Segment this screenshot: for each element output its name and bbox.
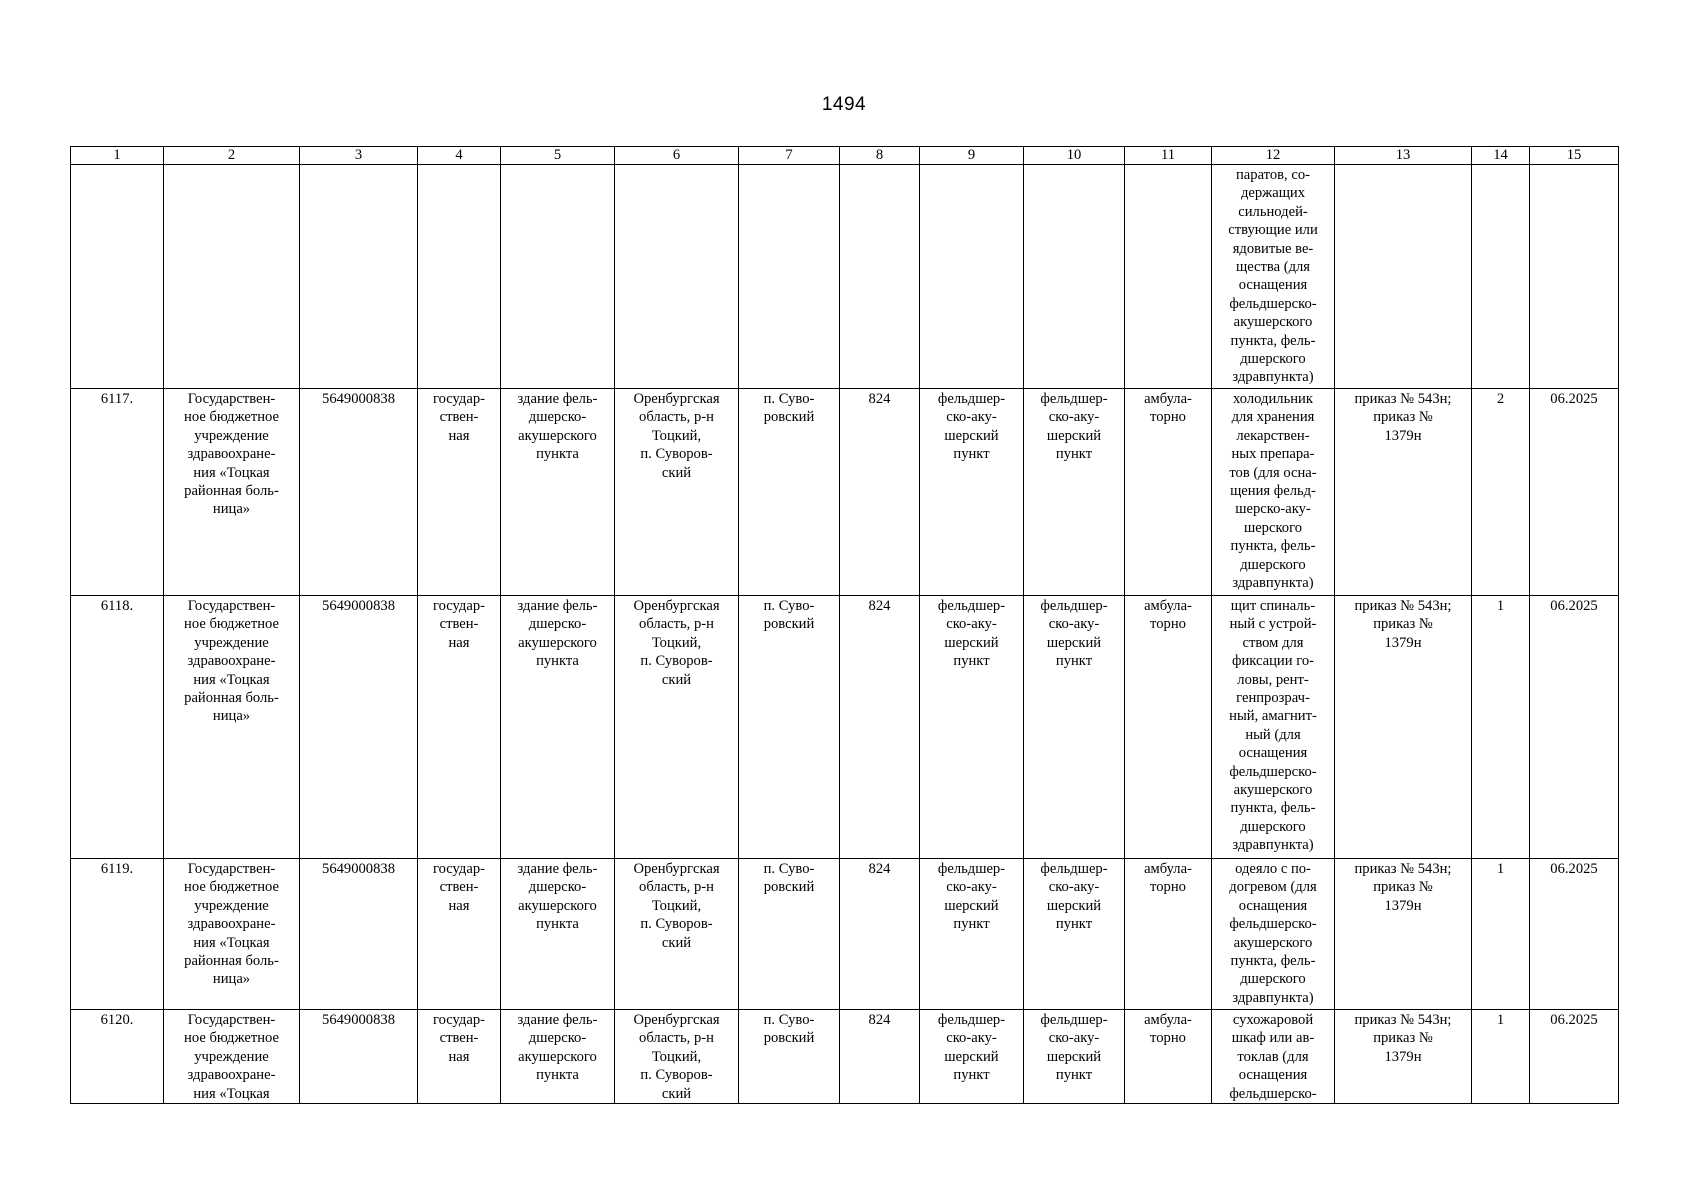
cell-line: щества (для: [1235, 259, 1311, 276]
equipment-cell: [1212, 859, 1335, 1010]
cell-line: пункт: [953, 446, 990, 463]
column-header: 1: [71, 147, 164, 165]
cell-line: ная: [448, 427, 470, 444]
cell-line: оснащения: [1238, 277, 1308, 294]
equipment-cell: [1212, 165, 1335, 389]
cell-line: ядовитые ве-: [1232, 240, 1314, 257]
cell-line: дшерско-: [528, 879, 587, 896]
code-cell: 824: [840, 859, 920, 1010]
organization-cell: [164, 596, 300, 859]
cell-line: акушерского: [518, 427, 597, 444]
cell-line: здравоохране-: [187, 1067, 276, 1084]
row-number-cell: 6120.: [71, 1010, 164, 1104]
cell-line: амбула-: [1144, 861, 1192, 877]
cell-line: Оренбургская: [633, 1012, 720, 1028]
cell: [1024, 165, 1125, 389]
cell: [1125, 165, 1212, 389]
cell-line: учреждение: [194, 427, 269, 444]
cell-line: шкаф или ав-: [1231, 1030, 1315, 1047]
column-header: 15: [1530, 147, 1619, 165]
cell-line: ное бюджетное: [184, 616, 279, 633]
row-number-cell: 6119.: [71, 859, 164, 1010]
cell-line: пункт: [1055, 916, 1093, 933]
cell-line: ровский: [763, 879, 815, 896]
unit-type-cell: [920, 859, 1024, 1010]
cell-line: Тоцкий,: [651, 427, 702, 444]
cell-line: ско-аку-: [946, 879, 997, 896]
cell-line: здравпункта): [1232, 369, 1314, 386]
row-number-cell: 6117.: [71, 389, 164, 596]
cell-line: фельдшер-: [1040, 1012, 1108, 1028]
cell-line: здание фель-: [517, 1012, 598, 1028]
cell-line: дшерского: [1240, 971, 1306, 988]
cell-line: амбула-: [1144, 391, 1192, 407]
cell-line: п. Суво-: [763, 861, 815, 877]
cell-line: государ-: [432, 391, 485, 407]
column-header: 6: [615, 147, 739, 165]
order-cell: [1335, 1010, 1472, 1104]
cell-line: Оренбургская: [633, 598, 720, 614]
cell-line: ница»: [212, 708, 251, 725]
cell: [615, 165, 739, 389]
column-header: 14: [1472, 147, 1530, 165]
cell-line: шерско-аку-: [1235, 501, 1311, 518]
cell: [164, 165, 300, 389]
cell-line: п. Суворов-: [640, 653, 713, 670]
date-cell: 06.2025: [1530, 596, 1619, 859]
cell-line: ния «Тоцкая: [193, 1085, 270, 1102]
cell-line: пункта: [536, 916, 579, 933]
cell-line: оснащения: [1238, 745, 1308, 762]
building-cell: [501, 596, 615, 859]
cell-line: фельдшер-: [937, 598, 1006, 614]
quantity-cell: 2: [1472, 389, 1530, 596]
cell-line: фельдшер-: [1040, 391, 1108, 407]
cell-line: пункта, фель-: [1230, 953, 1316, 970]
care-type-cell: [1125, 859, 1212, 1010]
cell: [840, 165, 920, 389]
cell-line: Оренбургская: [633, 861, 720, 877]
ownership-cell: [418, 859, 501, 1010]
cell-line: государ-: [432, 598, 485, 614]
cell-line: ная: [448, 634, 470, 651]
building-cell: [501, 389, 615, 596]
unit-name-cell: [1024, 596, 1125, 859]
cell-line: ных препара-: [1231, 446, 1315, 463]
cell-line: торно: [1150, 879, 1186, 896]
cell-line: ский: [661, 934, 692, 951]
cell-line: здравпункта): [1232, 989, 1314, 1006]
cell-line: область, р-н: [639, 879, 714, 896]
cell-line: 1379н: [1384, 1048, 1422, 1065]
cell-line: фиксации го-: [1232, 653, 1314, 670]
cell-line: щит спиналь-: [1230, 598, 1316, 614]
cell-line: приказ № 543н;: [1354, 391, 1452, 407]
cell-line: дшерско-: [528, 1030, 587, 1047]
cell-line: ский: [661, 464, 692, 481]
cell-line: 1379н: [1384, 634, 1422, 651]
cell: [739, 165, 840, 389]
cell-line: п. Суворов-: [640, 1067, 713, 1084]
cell-line: Тоцкий,: [651, 634, 702, 651]
cell-line: фельдшерско-: [1229, 295, 1317, 312]
cell-line: акушерского: [518, 634, 597, 651]
unit-name-cell: [1024, 389, 1125, 596]
cell: [1530, 165, 1619, 389]
cell-line: 1379н: [1384, 427, 1422, 444]
cell-line: ния «Тоцкая: [193, 934, 270, 951]
cell-line: ствующие или: [1228, 222, 1318, 239]
column-header: 10: [1024, 147, 1125, 165]
cell-line: шерский: [944, 634, 999, 651]
cell-line: учреждение: [194, 1048, 269, 1065]
cell-line: п. Суво-: [763, 598, 815, 614]
cell-line: шерский: [1046, 634, 1102, 651]
cell-line: область, р-н: [639, 616, 714, 633]
settlement-cell: [739, 596, 840, 859]
code-cell: 824: [840, 1010, 920, 1104]
cell-line: ная: [448, 1048, 470, 1065]
cell-line: шерский: [944, 897, 999, 914]
cell-line: дшерского: [1240, 818, 1306, 835]
date-cell: 06.2025: [1530, 1010, 1619, 1104]
cell-line: пункта: [536, 653, 579, 670]
equipment-cell: [1212, 389, 1335, 596]
cell-line: ско-аку-: [1048, 879, 1100, 896]
quantity-cell: 1: [1472, 859, 1530, 1010]
table-row: [71, 859, 1619, 1010]
cell-line: акушерского: [1233, 314, 1313, 331]
address-cell: [615, 389, 739, 596]
care-type-cell: [1125, 1010, 1212, 1104]
cell-line: оснащения: [1238, 1067, 1308, 1084]
cell-line: акушерского: [1233, 934, 1313, 951]
cell-line: тов (для осна-: [1229, 464, 1317, 481]
code-cell: 824: [840, 596, 920, 859]
cell-line: амбула-: [1144, 1012, 1192, 1028]
care-type-cell: [1125, 596, 1212, 859]
cell-line: лекарствен-: [1236, 427, 1310, 444]
inn-cell: 5649000838: [300, 389, 418, 596]
cell-line: область, р-н: [639, 409, 714, 426]
cell-line: приказ №: [1373, 409, 1433, 426]
cell-line: Государствен-: [187, 861, 276, 877]
cell-line: дшерско-: [528, 616, 587, 633]
cell-line: ровский: [763, 1030, 815, 1047]
cell-line: шерский: [1046, 427, 1102, 444]
unit-type-cell: [920, 596, 1024, 859]
cell-line: пункта: [536, 446, 579, 463]
table-body: [71, 165, 1619, 1104]
cell-line: Государствен-: [187, 598, 276, 614]
cell-line: холодильник: [1233, 391, 1313, 407]
settlement-cell: [739, 389, 840, 596]
cell-line: районная боль-: [184, 953, 279, 970]
cell: [501, 165, 615, 389]
cell-line: держащих: [1240, 185, 1306, 202]
cell-line: фельдшер-: [1040, 861, 1108, 877]
address-cell: [615, 596, 739, 859]
cell-line: здравпункта): [1232, 837, 1314, 854]
cell-line: одеяло с по-: [1235, 861, 1311, 877]
order-cell: [1335, 389, 1472, 596]
registry-table: [70, 146, 1619, 1104]
column-header: 12: [1212, 147, 1335, 165]
cell-line: ровский: [763, 616, 815, 633]
organization-cell: [164, 859, 300, 1010]
cell-line: ное бюджетное: [184, 409, 279, 426]
cell-line: шерский: [944, 427, 999, 444]
cell-line: здравоохране-: [187, 916, 276, 933]
cell-line: шерский: [1046, 1048, 1102, 1065]
cell: [300, 165, 418, 389]
cell-line: ловы, рент-: [1237, 671, 1309, 688]
cell-line: для хранения: [1231, 409, 1315, 426]
care-type-cell: [1125, 389, 1212, 596]
building-cell: [501, 1010, 615, 1104]
unit-type-cell: [920, 389, 1024, 596]
address-cell: [615, 1010, 739, 1104]
cell-line: пункта, фель-: [1230, 538, 1316, 555]
cell-line: фельдшерско-: [1229, 1085, 1317, 1102]
cell-line: ный с устрой-: [1229, 616, 1317, 633]
cell-line: п. Суво-: [763, 1012, 815, 1028]
cell-line: торно: [1150, 616, 1186, 633]
cell-line: ная: [448, 897, 470, 914]
quantity-cell: 1: [1472, 1010, 1530, 1104]
cell-line: приказ №: [1373, 1030, 1433, 1047]
cell-line: 1379н: [1384, 897, 1422, 914]
cell-line: акушерского: [518, 1048, 597, 1065]
cell-line: пункт: [953, 653, 990, 670]
cell-line: токлав (для: [1237, 1048, 1309, 1065]
cell-line: ровский: [763, 409, 815, 426]
cell-line: здравпункта): [1232, 575, 1314, 592]
settlement-cell: [739, 1010, 840, 1104]
cell-line: амбула-: [1144, 598, 1192, 614]
cell-line: Тоцкий,: [651, 897, 702, 914]
cell-line: Государствен-: [187, 391, 276, 407]
table-row: [71, 596, 1619, 859]
cell-line: фельдшер-: [937, 861, 1006, 877]
cell-line: пункт: [953, 1067, 990, 1084]
cell-line: приказ № 543н;: [1354, 1012, 1452, 1028]
cell-line: пункт: [1055, 653, 1093, 670]
continuation-row: [71, 165, 1619, 389]
cell-line: паратов, со-: [1236, 167, 1310, 183]
cell-line: фельдшерско-: [1229, 916, 1317, 933]
column-header: 4: [418, 147, 501, 165]
cell: [418, 165, 501, 389]
cell-line: учреждение: [194, 634, 269, 651]
cell-line: ное бюджетное: [184, 1030, 279, 1047]
page-number: 1494: [821, 94, 867, 115]
table-header: [71, 147, 1619, 165]
cell: [1335, 165, 1472, 389]
cell-line: шерского: [1243, 519, 1303, 536]
cell-line: ница»: [212, 501, 251, 518]
column-header: 5: [501, 147, 615, 165]
order-cell: [1335, 596, 1472, 859]
date-cell: 06.2025: [1530, 389, 1619, 596]
cell-line: пункт: [1055, 1067, 1093, 1084]
unit-name-cell: [1024, 859, 1125, 1010]
date-cell: 06.2025: [1530, 859, 1619, 1010]
cell-line: акушерского: [1233, 782, 1313, 799]
organization-cell: [164, 1010, 300, 1104]
cell-line: ствен-: [439, 616, 479, 633]
order-cell: [1335, 859, 1472, 1010]
cell-line: сильнодей-: [1238, 203, 1308, 220]
cell-line: государ-: [432, 1012, 485, 1028]
table-row: [71, 1010, 1619, 1104]
equipment-cell: [1212, 1010, 1335, 1104]
cell-line: ско-аку-: [1048, 616, 1100, 633]
cell-line: ствен-: [439, 879, 479, 896]
column-header: 3: [300, 147, 418, 165]
cell-line: ско-аку-: [946, 409, 997, 426]
column-header: 13: [1335, 147, 1472, 165]
cell-line: Тоцкий,: [651, 1048, 702, 1065]
cell-line: пункт: [1055, 446, 1093, 463]
cell-line: здравоохране-: [187, 446, 276, 463]
cell: [920, 165, 1024, 389]
cell-line: пункта, фель-: [1230, 332, 1316, 349]
cell-line: фельдшерско-: [1229, 763, 1317, 780]
header-row: [71, 147, 1619, 165]
cell-line: ный (для: [1245, 726, 1301, 743]
cell-line: фельдшер-: [937, 391, 1006, 407]
cell-line: государ-: [432, 861, 485, 877]
cell-line: пункта, фель-: [1230, 800, 1316, 817]
cell-line: фельдшер-: [1040, 598, 1108, 614]
cell-line: ский: [661, 671, 692, 688]
cell-line: шерский: [944, 1048, 999, 1065]
cell-line: торно: [1150, 409, 1186, 426]
inn-cell: 5649000838: [300, 859, 418, 1010]
cell-line: приказ № 543н;: [1354, 598, 1452, 614]
cell-line: ное бюджетное: [184, 879, 279, 896]
cell-line: дшерского: [1240, 556, 1306, 573]
cell-line: Оренбургская: [633, 391, 720, 407]
cell-line: область, р-н: [639, 1030, 714, 1047]
ownership-cell: [418, 596, 501, 859]
cell-line: районная боль-: [184, 483, 279, 500]
cell-line: ния «Тоцкая: [193, 671, 270, 688]
cell-line: генпрозрач-: [1236, 690, 1310, 707]
cell-line: дшерского: [1240, 351, 1306, 368]
equipment-cell: [1212, 596, 1335, 859]
cell-line: приказ №: [1373, 616, 1433, 633]
cell-line: ско-аку-: [946, 616, 997, 633]
cell-line: ством для: [1242, 634, 1304, 651]
cell-line: фельдшер-: [937, 1012, 1006, 1028]
cell-line: щения фельд-: [1230, 483, 1316, 500]
cell-line: учреждение: [194, 897, 269, 914]
column-header: 11: [1125, 147, 1212, 165]
column-header: 8: [840, 147, 920, 165]
table-row: [71, 389, 1619, 596]
column-header: 7: [739, 147, 840, 165]
building-cell: [501, 859, 615, 1010]
ownership-cell: [418, 389, 501, 596]
cell-line: ско-аку-: [1048, 1030, 1100, 1047]
cell-line: торно: [1150, 1030, 1186, 1047]
column-header: 2: [164, 147, 300, 165]
row-number-cell: 6118.: [71, 596, 164, 859]
cell-line: здание фель-: [517, 598, 598, 614]
cell-line: п. Суворов-: [640, 916, 713, 933]
cell-line: ский: [661, 1085, 692, 1102]
cell-line: приказ №: [1373, 879, 1433, 896]
cell-line: п. Суво-: [763, 391, 815, 407]
cell-line: Государствен-: [187, 1012, 276, 1028]
organization-cell: [164, 389, 300, 596]
unit-name-cell: [1024, 1010, 1125, 1104]
cell-line: дшерско-: [528, 409, 587, 426]
cell-line: здание фель-: [517, 391, 598, 407]
cell-line: сухожаровой: [1232, 1012, 1314, 1028]
cell-line: ствен-: [439, 409, 479, 426]
column-header: 9: [920, 147, 1024, 165]
inn-cell: 5649000838: [300, 596, 418, 859]
cell-line: акушерского: [518, 897, 597, 914]
cell-line: ница»: [212, 971, 251, 988]
cell: [71, 165, 164, 389]
settlement-cell: [739, 859, 840, 1010]
cell-line: шерский: [1046, 897, 1102, 914]
cell-line: ния «Тоцкая: [193, 464, 270, 481]
inn-cell: 5649000838: [300, 1010, 418, 1104]
quantity-cell: 1: [1472, 596, 1530, 859]
cell-line: п. Суворов-: [640, 446, 713, 463]
cell-line: приказ № 543н;: [1354, 861, 1452, 877]
cell-line: ско-аку-: [1048, 409, 1100, 426]
address-cell: [615, 859, 739, 1010]
ownership-cell: [418, 1010, 501, 1104]
cell-line: ско-аку-: [946, 1030, 997, 1047]
cell-line: здание фель-: [517, 861, 598, 877]
cell: [1472, 165, 1530, 389]
unit-type-cell: [920, 1010, 1024, 1104]
cell-line: догревом (для: [1229, 879, 1317, 896]
cell-line: здравоохране-: [187, 653, 276, 670]
cell-line: ствен-: [439, 1030, 479, 1047]
cell-line: районная боль-: [184, 690, 279, 707]
cell-line: оснащения: [1238, 897, 1308, 914]
code-cell: 824: [840, 389, 920, 596]
cell-line: пункта: [536, 1067, 579, 1084]
cell-line: ный, амагнит-: [1229, 708, 1317, 725]
cell-line: пункт: [953, 916, 990, 933]
